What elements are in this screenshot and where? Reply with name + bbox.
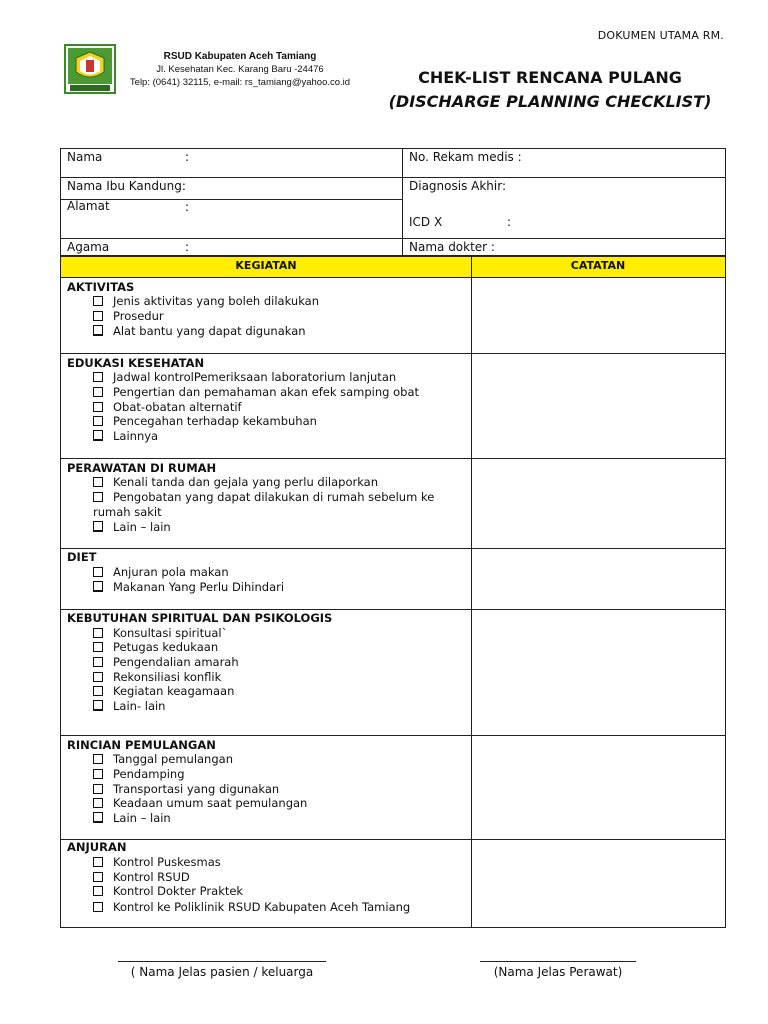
checkbox[interactable] bbox=[93, 769, 103, 779]
checklist-item[interactable]: Jadwal kontrolPemeriksaan laboratorium lanjutan bbox=[93, 370, 453, 385]
checkbox[interactable] bbox=[93, 902, 103, 912]
checkbox[interactable] bbox=[93, 296, 103, 306]
checkbox[interactable] bbox=[93, 325, 103, 336]
checkbox[interactable] bbox=[93, 686, 103, 696]
section-title-kebutuhan-spiritual: KEBUTUHAN SPIRITUAL DAN PSIKOLOGIS bbox=[67, 611, 333, 625]
checkbox[interactable] bbox=[93, 492, 103, 502]
checklist-item[interactable]: Jenis aktivitas yang boleh dilakukan bbox=[93, 294, 453, 309]
section-title-rincian-pemulangan: RINCIAN PEMULANGAN bbox=[67, 738, 216, 752]
checkbox[interactable] bbox=[93, 642, 103, 652]
checkbox[interactable] bbox=[93, 754, 103, 764]
label-nama-dokter: Nama dokter : bbox=[409, 240, 495, 254]
checklist-item[interactable]: Pencegahan terhadap kekambuhan bbox=[93, 414, 453, 429]
checklist-item[interactable]: Lain- lain bbox=[93, 699, 453, 714]
label-icd-x: ICD X bbox=[409, 215, 443, 229]
signature-line-nurse bbox=[480, 961, 636, 962]
label-agama: Agama bbox=[67, 240, 110, 254]
checkbox[interactable] bbox=[93, 672, 103, 682]
checkbox[interactable] bbox=[93, 872, 103, 882]
section-title-perawatan-di-rumah: PERAWATAN DI RUMAH bbox=[67, 461, 217, 475]
checkbox[interactable] bbox=[93, 521, 103, 532]
checklist-item[interactable]: Alat bantu yang dapat digunakan bbox=[93, 324, 453, 339]
checklist-item[interactable]: Petugas kedukaan bbox=[93, 640, 453, 655]
signature-line-patient bbox=[118, 961, 326, 962]
checkbox[interactable] bbox=[93, 812, 103, 823]
colon-alamat: : bbox=[185, 200, 190, 214]
colon-nama: : bbox=[185, 150, 190, 164]
section-title-diet: DIET bbox=[67, 550, 97, 564]
checklist-item[interactable]: Pendamping bbox=[93, 767, 453, 782]
label-no-rekam-medis: No. Rekam medis : bbox=[409, 150, 522, 164]
checkbox[interactable] bbox=[93, 387, 103, 397]
checklist-item[interactable]: Konsultasi spiritual` bbox=[93, 626, 453, 641]
checkbox[interactable] bbox=[93, 477, 103, 487]
checkbox[interactable] bbox=[93, 628, 103, 638]
checklist-item[interactable]: Transportasi yang digunakan bbox=[93, 782, 453, 797]
checkbox[interactable] bbox=[93, 581, 103, 592]
hospital-contact: Telp: (0641) 32115, e-mail: rs_tamiang@yahoo.co.id bbox=[129, 77, 351, 88]
patient-info-table bbox=[60, 148, 726, 256]
checklist-item[interactable]: Kontrol RSUD bbox=[93, 870, 453, 885]
colon-icd: : bbox=[507, 215, 512, 229]
section-title-anjuran: ANJURAN bbox=[67, 840, 127, 854]
checklist-item[interactable]: Kenali tanda dan gejala yang perlu dilaporkan bbox=[93, 475, 453, 490]
header-catatan: CATATAN bbox=[570, 259, 626, 272]
signature-label-patient: ( Nama Jelas pasien / keluarga bbox=[130, 965, 314, 979]
hospital-name: RSUD Kabupaten Aceh Tamiang bbox=[163, 51, 317, 62]
checkbox[interactable] bbox=[93, 857, 103, 867]
label-diagnosis-akhir: Diagnosis Akhir: bbox=[409, 179, 507, 193]
checklist-item[interactable]: Kontrol Dokter Praktek bbox=[93, 884, 453, 899]
checklist-item[interactable]: Pengendalian amarah bbox=[93, 655, 453, 670]
checklist-item[interactable]: Makanan Yang Perlu Dihindari bbox=[93, 580, 453, 595]
checkbox[interactable] bbox=[93, 798, 103, 808]
hospital-header bbox=[120, 50, 360, 89]
checklist-item[interactable]: Rekonsiliasi konflik bbox=[93, 670, 453, 685]
checkbox[interactable] bbox=[93, 657, 103, 667]
checklist-item[interactable]: Lainnya bbox=[93, 429, 453, 444]
section-title-aktivitas: AKTIVITAS bbox=[67, 280, 135, 294]
checklist-item[interactable]: Pengertian dan pemahaman akan efek samping obat bbox=[93, 385, 453, 400]
checklist-table bbox=[60, 256, 726, 928]
checklist-item[interactable]: Anjuran pola makan bbox=[93, 565, 453, 580]
label-alamat: Alamat bbox=[67, 199, 110, 213]
table-header bbox=[61, 257, 725, 278]
checklist-item[interactable]: Keadaan umum saat pemulangan bbox=[93, 796, 453, 811]
checklist-item[interactable]: Prosedur bbox=[93, 309, 453, 324]
label-nama-ibu-kandung: Nama Ibu Kandung: bbox=[67, 179, 186, 193]
checkbox[interactable] bbox=[93, 430, 103, 441]
hospital-logo bbox=[64, 44, 116, 94]
signature-label-nurse: (Nama Jelas Perawat) bbox=[493, 965, 623, 979]
checkbox[interactable] bbox=[93, 402, 103, 412]
checkbox[interactable] bbox=[93, 372, 103, 382]
checklist-item[interactable]: Kontrol Puskesmas bbox=[93, 855, 453, 870]
colon-agama: : bbox=[185, 240, 190, 254]
section-title-edukasi-kesehatan: EDUKASI KESEHATAN bbox=[67, 356, 205, 370]
checkbox[interactable] bbox=[93, 567, 103, 577]
label-nama: Nama bbox=[67, 150, 103, 164]
checkbox[interactable] bbox=[93, 311, 103, 321]
checklist-item[interactable]: Pengobatan yang dapat dilakukan di rumah sebelum ke rumah sakit bbox=[93, 490, 435, 519]
document-code: DOKUMEN UTAMA RM. bbox=[597, 29, 724, 42]
checklist-item[interactable]: Kontrol ke Poliklinik RSUD Kabupaten Aceh Tamiang bbox=[93, 900, 468, 915]
checkbox[interactable] bbox=[93, 416, 103, 426]
document-subtitle: (DISCHARGE PLANNING CHECKLIST) bbox=[388, 92, 712, 111]
hospital-address: Jl. Kesehatan Kec. Karang Baru -24476 bbox=[156, 64, 324, 75]
checkbox[interactable] bbox=[93, 886, 103, 896]
checklist-item[interactable]: Lain – lain bbox=[93, 520, 453, 535]
checkbox[interactable] bbox=[93, 784, 103, 794]
document-title: CHEK-LIST RENCANA PULANG bbox=[418, 68, 682, 87]
checklist-item[interactable]: Obat-obatan alternatif bbox=[93, 400, 453, 415]
checkbox[interactable] bbox=[93, 700, 103, 711]
checklist-item[interactable]: Lain – lain bbox=[93, 811, 453, 826]
checklist-item[interactable]: Kegiatan keagamaan bbox=[93, 684, 453, 699]
header-kegiatan: KEGIATAN bbox=[235, 259, 297, 272]
checklist-item[interactable]: Tanggal pemulangan bbox=[93, 752, 453, 767]
